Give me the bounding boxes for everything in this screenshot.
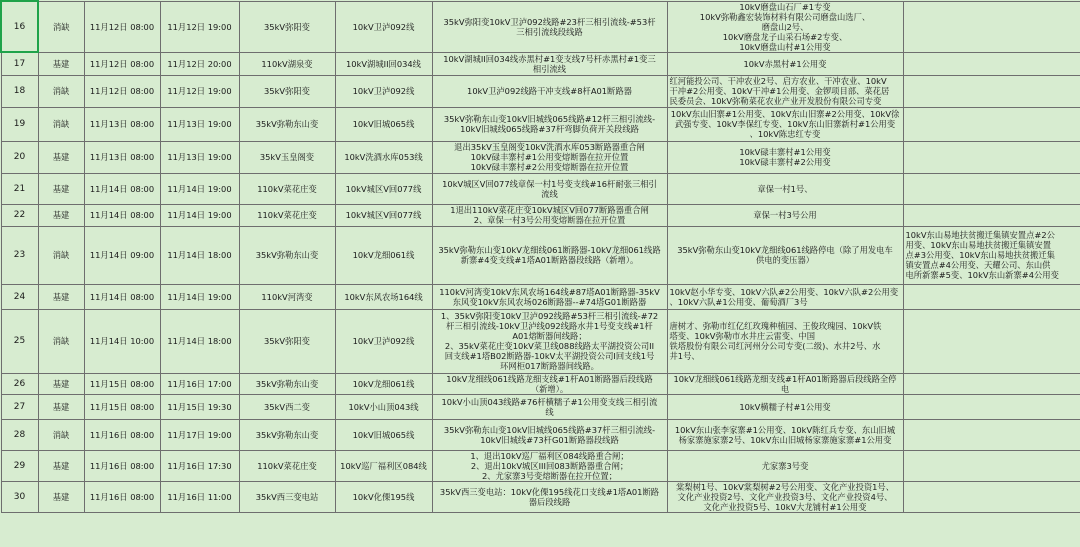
type-cell: 消缺 xyxy=(38,1,84,52)
cell-line: 章保一村1号、 xyxy=(757,183,813,194)
type-cell: 消缺 xyxy=(38,309,84,373)
cell-line: 10kV磨盘山村#1公用变 xyxy=(739,41,831,52)
work-scope-cell xyxy=(432,284,667,309)
type-cell: 消缺 xyxy=(38,419,84,450)
cell-line: 塔变、10kV弥勒市水井庄云雷变、中国 xyxy=(669,331,815,341)
cell-line: 10kV卫泸092线路干冲支线#8杆A01断路器 xyxy=(467,86,632,96)
end-time-cell: 11月12日 20:00 xyxy=(160,52,239,75)
cell-line: 35kV弥勒东山变10kV旧城线065线路#12杆三相引流线- xyxy=(443,114,656,124)
cell-line: 10kV磨盘龙子山采石场#2专变、 xyxy=(722,31,848,42)
cell-line: 电所新寨#5变、10kV东山新寨#4公用变 xyxy=(905,270,1059,280)
no-cell: 23 xyxy=(1,226,38,284)
work-scope-cell xyxy=(432,204,667,226)
table-row[interactable] xyxy=(1,1,1080,52)
line-cell: 10kV卫泸092线 xyxy=(335,309,432,373)
no-cell: 21 xyxy=(1,173,38,204)
type-cell: 消缺 xyxy=(38,107,84,141)
extra-area-cell xyxy=(903,204,1080,226)
cell-line: 棠梨树1号、10kV棠梨树#2号公用变、文化产业投资1号、 xyxy=(675,481,895,492)
cell-line: 民委员会、10kV弥勒菜花农业产业开发股份有限公司专变 xyxy=(669,96,882,106)
line-cell: 10kV湖城II回034线 xyxy=(335,52,432,75)
table-row[interactable] xyxy=(1,419,1080,450)
type-cell: 基建 xyxy=(38,141,84,173)
table-row[interactable] xyxy=(1,173,1080,204)
cell-line: 线 xyxy=(545,406,554,417)
end-time-cell: 11月16日 11:00 xyxy=(160,481,239,512)
type-cell: 基建 xyxy=(38,481,84,512)
extra-area-cell xyxy=(903,107,1080,141)
cell-line: 10kV赤黑村#1公用变 xyxy=(743,58,827,69)
cell-line: 井1号、 xyxy=(669,351,700,361)
end-time-cell: 11月13日 19:00 xyxy=(160,107,239,141)
cell-line: 回支线#1塔B02断路器-10kV太平湖投资公司I回支线1号 xyxy=(444,351,655,361)
table-row[interactable] xyxy=(1,373,1080,394)
line-cell: 10kV龙细061线 xyxy=(335,226,432,284)
substation-cell: 35kV弥勒东山变 xyxy=(239,419,335,450)
cell-line: 2、章保一村3号公用变熔断器在拉开位置 xyxy=(473,215,626,225)
cell-line: 10kV横糯子村#1公用变 xyxy=(739,401,831,412)
start-time-cell: 11月12日 08:00 xyxy=(84,1,160,52)
table-row[interactable] xyxy=(1,394,1080,419)
cell-line: 1退出110kV菜花庄变10kV城区V回077断路器重合闸 xyxy=(450,205,649,215)
substation-cell: 35kV弥阳变 xyxy=(239,75,335,107)
work-scope-cell xyxy=(432,141,667,173)
end-time-cell: 11月13日 19:00 xyxy=(160,141,239,173)
outage-area-cell xyxy=(667,481,903,512)
cell-line: 10kV碌丰寨村#1公用变 xyxy=(739,147,831,157)
table-row[interactable] xyxy=(1,204,1080,226)
start-time-cell: 11月13日 08:00 xyxy=(84,107,160,141)
end-time-cell: 11月12日 19:00 xyxy=(160,1,239,52)
line-cell: 10kV巡厂福利区084线 xyxy=(335,450,432,481)
extra-area-cell xyxy=(903,1,1080,52)
line-cell: 10kV卫泸092线 xyxy=(335,1,432,52)
table-row[interactable] xyxy=(1,481,1080,512)
cell-line: 杆三相引流线-10kV卫泸线092线路水井1号变支线#1杆 xyxy=(446,321,653,331)
no-cell: 29 xyxy=(1,450,38,481)
cell-line: 10kV东山易地扶贫搬迁集镇安置点#2公 xyxy=(905,230,1055,240)
cell-line: 2、尤家寨3号变熔断器在拉开位置； xyxy=(481,470,617,481)
end-time-cell: 11月16日 17:00 xyxy=(160,373,239,394)
extra-area-cell xyxy=(903,481,1080,512)
extra-area-cell xyxy=(903,284,1080,309)
end-time-cell: 11月15日 19:30 xyxy=(160,394,239,419)
start-time-cell: 11月15日 08:00 xyxy=(84,373,160,394)
cell-line: 东风变10kV东风农场026断路器--#74塔G01断路器 xyxy=(452,296,647,307)
start-time-cell: 11月12日 08:00 xyxy=(84,75,160,107)
substation-cell: 35kV弥阳变 xyxy=(239,309,335,373)
line-cell: 10kV东风农场164线 xyxy=(335,284,432,309)
work-scope-cell xyxy=(432,75,667,107)
start-time-cell: 11月13日 08:00 xyxy=(84,141,160,173)
cell-line: 镇安置点#4公用变、天耀公司、东山供 xyxy=(905,260,1051,270)
cell-line: 用变、10kV东山易地扶贫搬迁集镇安置 xyxy=(905,240,1051,250)
start-time-cell: 11月16日 08:00 xyxy=(84,450,160,481)
table-row[interactable] xyxy=(1,226,1080,284)
outage-area-cell xyxy=(667,141,903,173)
outage-area-cell xyxy=(667,309,903,373)
outage-area-cell xyxy=(667,52,903,75)
line-cell: 10kV卫泸092线 xyxy=(335,75,432,107)
type-cell: 基建 xyxy=(38,173,84,204)
type-cell: 消缺 xyxy=(38,75,84,107)
no-cell: 25 xyxy=(1,309,38,373)
extra-area-cell xyxy=(903,373,1080,394)
end-time-cell: 11月17日 19:00 xyxy=(160,419,239,450)
cell-line: 点#3公用变、10kV东山易地扶贫搬迁集 xyxy=(905,250,1055,260)
cell-line: 相引流线 xyxy=(532,63,567,74)
table-row[interactable] xyxy=(1,284,1080,309)
cell-line: 干冲#2公用变、10kV干冲#1公用变、金锣项目部、菜花居 xyxy=(669,86,890,96)
start-time-cell: 11月16日 08:00 xyxy=(84,481,160,512)
outage-area-cell xyxy=(667,373,903,394)
outage-area-cell xyxy=(667,107,903,141)
cell-line: 10kV弥勒鑫宏装饰材料有限公司磨盘山选厂、 xyxy=(699,11,871,22)
extra-area-cell xyxy=(903,141,1080,173)
outage-area-cell xyxy=(667,419,903,450)
extra-area-cell xyxy=(903,52,1080,75)
no-cell: 30 xyxy=(1,481,38,512)
cell-line: 电 xyxy=(780,383,790,394)
end-time-cell: 11月14日 19:00 xyxy=(160,204,239,226)
cell-line: 35kV弥阳变10kV卫泸092线路#23杆三相引流线-#53杆 xyxy=(443,16,656,27)
cell-line: 10kV旧城线#73杆G01断路器段线路 xyxy=(480,434,619,445)
cell-line: 环网柜017断路器间线路。 xyxy=(500,361,599,371)
substation-cell: 35kV西三变电站 xyxy=(239,481,335,512)
cell-line: 器后段线路 xyxy=(528,496,571,507)
start-time-cell: 11月14日 08:00 xyxy=(84,173,160,204)
substation-cell: 35kV弥阳变 xyxy=(239,1,335,52)
no-cell[interactable]: 16 xyxy=(1,1,38,52)
cell-line: 10kV龙细线061线路龙细支线#1杆A01断路器后段线路全停 xyxy=(673,373,897,384)
work-scope-cell xyxy=(432,52,667,75)
table-row[interactable] xyxy=(1,141,1080,173)
cell-line: 1、退出10kV巡厂福利区084线路重合闸； xyxy=(470,450,629,461)
start-time-cell: 11月14日 08:00 xyxy=(84,204,160,226)
work-scope-cell xyxy=(432,373,667,394)
cell-line: 35kV弥勒东山变10kV旧城线065线路#37杆三相引流线- xyxy=(443,424,656,435)
cell-line: 10kV东山旧寨#1公用变、10kV东山旧寨#2公用变、10kV徐 xyxy=(670,109,900,119)
cell-line: 武强专变、10kV李保红专变、10kV东山旧寨新村#1公用变 xyxy=(674,119,896,129)
start-time-cell: 11月12日 08:00 xyxy=(84,52,160,75)
cell-line: 磨盘山2号、 xyxy=(761,21,809,32)
cell-line: 10kV碌丰寨村#1公用变熔断器在拉开位置 xyxy=(470,152,629,162)
end-time-cell: 11月12日 19:00 xyxy=(160,75,239,107)
start-time-cell: 11月14日 08:00 xyxy=(84,284,160,309)
end-time-cell: 11月14日 18:00 xyxy=(160,309,239,373)
substation-cell: 35kV弥勒东山变 xyxy=(239,373,335,394)
cell-line: 10kV湖城II回034线赤黑村#1变支线7号杆赤黑村#1变三 xyxy=(443,53,656,64)
table-row[interactable] xyxy=(1,309,1080,373)
substation-cell: 110kV湖泉变 xyxy=(239,52,335,75)
cell-line: 10kV赵小华专变、10kV六队#2公用变、10kV六队#2公用变 xyxy=(669,286,899,297)
line-cell: 10kV龙细061线 xyxy=(335,373,432,394)
table-row[interactable] xyxy=(1,52,1080,75)
start-time-cell: 11月16日 08:00 xyxy=(84,419,160,450)
outage-area-cell xyxy=(667,204,903,226)
line-cell: 10kV城区V回077线 xyxy=(335,173,432,204)
table-row[interactable] xyxy=(1,107,1080,141)
line-cell: 10kV小山顶043线 xyxy=(335,394,432,419)
work-scope-cell xyxy=(432,394,667,419)
work-scope-cell xyxy=(432,173,667,204)
extra-area-cell xyxy=(903,450,1080,481)
type-cell: 基建 xyxy=(38,52,84,75)
extra-area-cell xyxy=(903,226,1080,284)
outage-area-cell xyxy=(667,75,903,107)
substation-cell: 35kV西二变 xyxy=(239,394,335,419)
extra-area-cell xyxy=(903,419,1080,450)
cell-line: 1、35kV弥阳变10kV卫泸092线路#53杆三相引流线-#72 xyxy=(440,311,659,321)
cell-line: 铁塔股份有限公司红河州分公司专变(二级)、水井2号、水 xyxy=(669,341,881,351)
cell-line: 10kV磨盘山石厂#1专变 xyxy=(739,1,831,12)
cell-line: 新寨#4变支线#1塔A01断路器段线路（新增）。 xyxy=(460,255,639,265)
cell-line: 35kV西三变电站：10kV化傈195线花口支线#1塔A01断路 xyxy=(439,486,660,497)
type-cell: 基建 xyxy=(38,204,84,226)
cell-line: 10kV碌丰寨村#2公用变 xyxy=(739,157,831,167)
cell-line: 退出35kV玉皇阁变10kV洗酒水库053断路器重合闸 xyxy=(454,142,645,152)
work-scope-cell xyxy=(432,450,667,481)
start-time-cell: 11月14日 09:00 xyxy=(84,226,160,284)
type-cell: 消缺 xyxy=(38,226,84,284)
outage-area-cell xyxy=(667,394,903,419)
type-cell: 基建 xyxy=(38,284,84,309)
cell-line: A01熔断器间线路； xyxy=(512,331,587,341)
no-cell: 22 xyxy=(1,204,38,226)
table-row[interactable] xyxy=(1,75,1080,107)
substation-cell: 35kV弥勒东山变 xyxy=(239,107,335,141)
line-cell: 10kV旧城065线 xyxy=(335,107,432,141)
cell-line: 尤家寨3号变 xyxy=(761,460,809,471)
no-cell: 20 xyxy=(1,141,38,173)
cell-line: 10kV城区V回077线章保一村1号变支线#16杆耐张三相引 xyxy=(442,178,657,189)
end-time-cell: 11月16日 17:30 xyxy=(160,450,239,481)
cell-line: 三相引流线段线路 xyxy=(516,26,583,37)
end-time-cell: 11月14日 18:00 xyxy=(160,226,239,284)
start-time-cell: 11月15日 08:00 xyxy=(84,394,160,419)
cell-line: 2、35kV菜花庄变10kV菜卫线088线路太平湖投资公司II xyxy=(444,341,655,351)
cell-line: 35kV弥勒东山变10kV龙细线061线路停电（除了用发电车 xyxy=(677,245,893,255)
line-cell: 10kV化傈195线 xyxy=(335,481,432,512)
cell-line: 文化产业投资2号、文化产业投资3号、文化产业投资4号、 xyxy=(677,491,893,502)
cell-line: 章保一村3号公用 xyxy=(753,210,817,220)
line-cell: 10kV洗酒水库053线 xyxy=(335,141,432,173)
extra-area-cell xyxy=(903,75,1080,107)
substation-cell: 110kV菜花庄变 xyxy=(239,204,335,226)
type-cell: 基建 xyxy=(38,373,84,394)
substation-cell: 110kV河湾变 xyxy=(239,284,335,309)
work-scope-cell xyxy=(432,481,667,512)
work-scope-cell xyxy=(432,226,667,284)
cell-line: 10kV小山顶043线路#76杆横糯子#1公用变支线三相引流 xyxy=(441,396,658,407)
cell-line: 35kV弥勒东山变10kV龙细线061断路器-10kV龙细061线路 xyxy=(438,245,661,255)
extra-area-cell xyxy=(903,309,1080,373)
work-scope-cell xyxy=(432,309,667,373)
substation-cell: 110kV菜花庄变 xyxy=(239,173,335,204)
no-cell: 27 xyxy=(1,394,38,419)
cell-line: 10kV龙细线061线路龙细支线#1杆A01断路器后段线路 xyxy=(446,373,653,384)
no-cell: 28 xyxy=(1,419,38,450)
outage-area-cell xyxy=(667,284,903,309)
line-cell: 10kV城区V回077线 xyxy=(335,204,432,226)
work-scope-cell xyxy=(432,107,667,141)
substation-cell: 35kV玉皇阁变 xyxy=(239,141,335,173)
no-cell: 18 xyxy=(1,75,38,107)
line-cell: 10kV旧城065线 xyxy=(335,419,432,450)
table-body xyxy=(1,1,1080,512)
cell-line: 唐树才、弥勒市红亿红玫瑰种植园、王俊玫瑰园、10kV铁 xyxy=(669,321,882,331)
end-time-cell: 11月14日 19:00 xyxy=(160,284,239,309)
cell-line: 10kV东山张李家寨#1公用变、10kV陈红兵专变、东山旧城 xyxy=(674,424,896,435)
no-cell: 26 xyxy=(1,373,38,394)
outage-area-cell xyxy=(667,450,903,481)
no-cell: 24 xyxy=(1,284,38,309)
cell-line: 供电的变压器） xyxy=(755,255,815,265)
no-cell: 17 xyxy=(1,52,38,75)
cell-line: 红河能投公司、干冲农业2号、启方农业、干冲农业、10kV xyxy=(669,76,887,86)
cell-line: 流线 xyxy=(541,188,558,199)
work-scope-cell xyxy=(432,419,667,450)
outage-area-cell xyxy=(667,226,903,284)
end-time-cell: 11月14日 19:00 xyxy=(160,173,239,204)
table-row[interactable] xyxy=(1,450,1080,481)
extra-area-cell xyxy=(903,173,1080,204)
cell-line: 文化产业投资5号、10kV大龙铺村#1公用变 xyxy=(703,501,867,512)
work-scope-cell xyxy=(432,1,667,52)
cell-line: 10kV旧城线065线路#37杆弯脚负荷开关段线路 xyxy=(460,124,639,134)
cell-line: 、10kV六队#1公用变、葡萄酒厂3号 xyxy=(669,296,808,307)
cell-line: 2、退出10kV城区III回083断路器重合闸； xyxy=(470,460,629,471)
cell-line: 、10kV陈忠红专变 xyxy=(749,129,821,139)
substation-cell: 35kV弥勒东山变 xyxy=(239,226,335,284)
type-cell: 基建 xyxy=(38,394,84,419)
no-cell: 19 xyxy=(1,107,38,141)
start-time-cell: 11月14日 10:00 xyxy=(84,309,160,373)
cell-line: 10kV碌丰寨村#2公用变熔断器在拉开位置 xyxy=(470,162,629,172)
cell-line: 110kV河湾变10kV东风农场164线#87塔A01断路器-35kV xyxy=(439,286,660,297)
outage-area-cell xyxy=(667,1,903,52)
cell-line: （新增）。 xyxy=(530,383,569,394)
extra-area-cell xyxy=(903,394,1080,419)
outage-area-cell xyxy=(667,173,903,204)
substation-cell: 110kV菜花庄变 xyxy=(239,450,335,481)
cell-line: 杨家寨施家寨2号、10kV东山旧城杨家寨施家寨#1公用变 xyxy=(678,434,892,445)
type-cell: 基建 xyxy=(38,450,84,481)
